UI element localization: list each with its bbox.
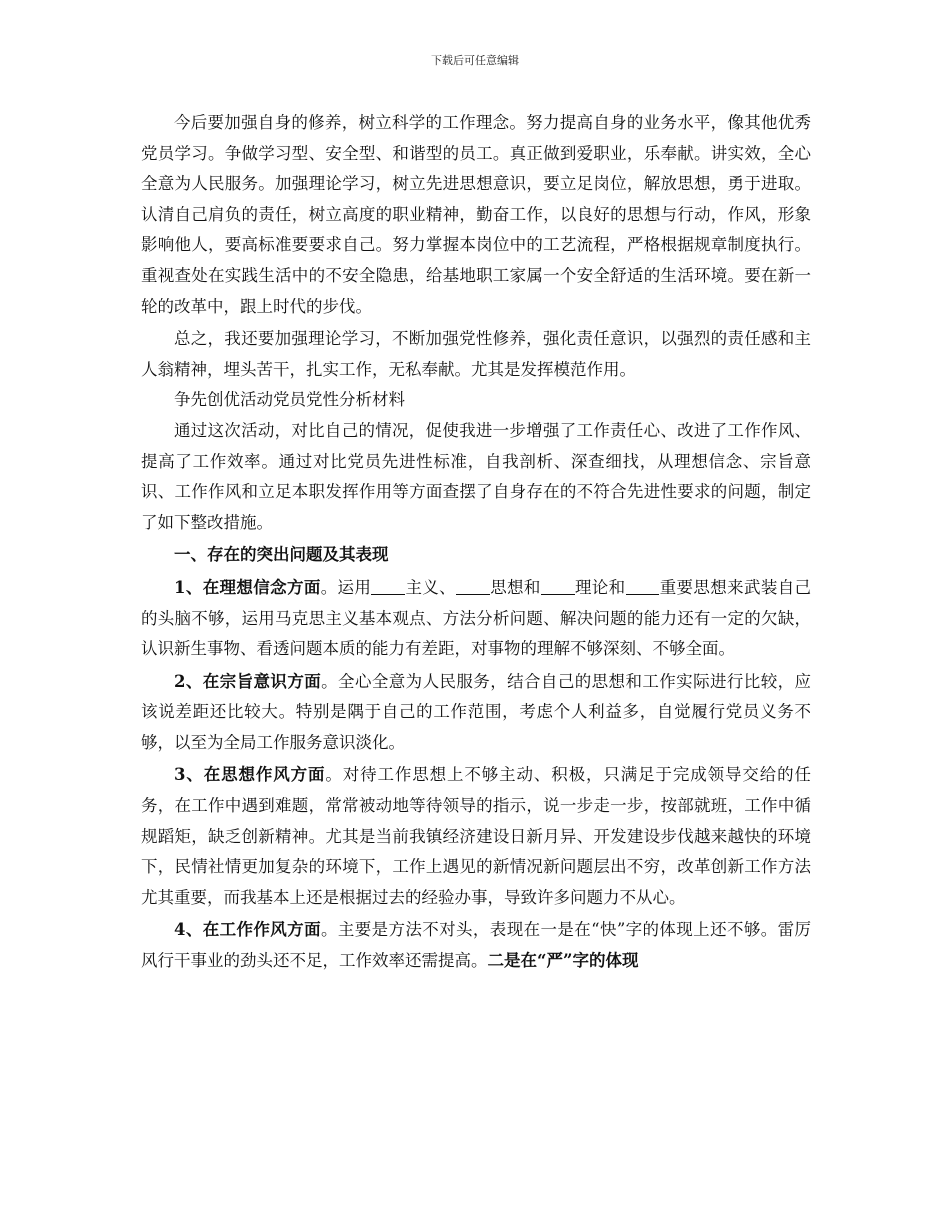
document-body [141, 108, 811, 977]
item-thinking-style-text: 。对待工作思想上不够主动、积极，只满足于完成领导交给的任务，在工作中遇到难题，常常被动地等待领导的指示，说一步走一步，按部就班，工作中循规蹈矩，缺乏创新精神。尤其是当前我镇经济建设日新月异、开发建设步伐越来越快的环境下，民情社情更加复杂的环境下，工作上遇见的新情况新问题层出不穷，改革创新工作方法尤其重要，而我基本上还是根据过去的经验办事，导致许多问题力不从心。 [141, 765, 812, 907]
item-work-style-text: 。主要是方法不对头，表现在一是在“快”字的体现上还不够。雷厉风行干事业的劲头还不足，工作效率还需提高。 [141, 920, 811, 971]
blank-underline [541, 577, 575, 595]
section-heading-problems: 一、存在的突出问题及其表现 [174, 545, 389, 565]
item-work-style-title: 4、在工作作风方面 [174, 920, 321, 940]
blank-underline [626, 577, 660, 595]
item-purpose-awareness [141, 667, 811, 759]
item-thinking-style [141, 760, 811, 913]
item-ideals-beliefs-text-3: 思想和 [489, 577, 541, 597]
item-ideals-beliefs-text-1: 。运用 [320, 577, 372, 597]
item-work-style [141, 915, 811, 976]
item-purpose-awareness-title: 2、在宗旨意识方面 [174, 671, 322, 691]
item-ideals-beliefs [141, 573, 811, 665]
paragraph-section-title: 争先创优活动党员党性分析材料 [174, 390, 405, 410]
item-purpose-awareness-text: 。全心全意为人民服务，结合自己的思想和工作实际进行比较，应该说差距还比较大。特别是隅于自己的工作范围，考虑个人利益多，自觉履行党员义务不够，以至为全局工作服务意识淡化。 [141, 671, 812, 752]
blank-underline [456, 577, 490, 595]
page-header: 下载后可任意编辑 [431, 54, 519, 67]
paragraph-conclusion: 总之，我还要加强理论学习，不断加强党性修养，强化责任意识，以强烈的责任感和主人翁精神，埋头苦干，扎实工作，无私奉献。尤其是发挥模范作用。 [141, 329, 811, 379]
item-work-style-bold-tail: 二是在“严”字的体现 [487, 951, 639, 971]
item-ideals-beliefs-text-2: 主义、 [405, 577, 457, 597]
item-ideals-beliefs-title: 1、在理想信念方面 [174, 577, 321, 597]
item-ideals-beliefs-text-4: 理论和 [574, 577, 626, 597]
item-ideals-beliefs-text-5: 重要思想来武装自己的头脑不够，运用马克思主义基本观点、方法分析问题、解决问题的能力还有一定的欠缺，认识新生事物、看透问题本质的能力有差距，对事物的理解不够深刻、不够全面。 [141, 577, 812, 659]
item-thinking-style-title: 3、在思想作风方面 [174, 765, 326, 785]
blank-underline [371, 577, 405, 595]
paragraph-self-improvement: 今后要加强自身的修养，树立科学的工作理念。努力提高自身的业务水平，像其他优秀党员学习。争做学习型、安全型、和谐型的员工。真正做到爱职业，乐奉献。讲实效，全心全意为人民服务。加强理论学习，树立先进思想意识，要立足岗位，解放思想，勇于进取。认清自己肩负的责任，树立高度的职业精神，勤奋工作，以良好的思想与行动，作风，形象影响他人，要高标准要要求自己。努力掌握本岗位中的工艺流程，严格根据规章制度执行。重视查处在实践生活中的不安全隐患，给基地职工家属一个安全舒适的生活环境。要在新一轮的改革中，跟上时代的步伐。 [141, 113, 811, 316]
paragraph-intro: 通过这次活动，对比自己的情况，促使我进一步增强了工作责任心、改进了工作作风、提高了工作效率。通过对比党员先进性标准，自我剖析、深查细找，从理想信念、宗旨意识、工作作风和立足本职发挥作用等方面查摆了自身存在的不符合先进性要求的问题，制定了如下整改措施。 [141, 420, 811, 532]
